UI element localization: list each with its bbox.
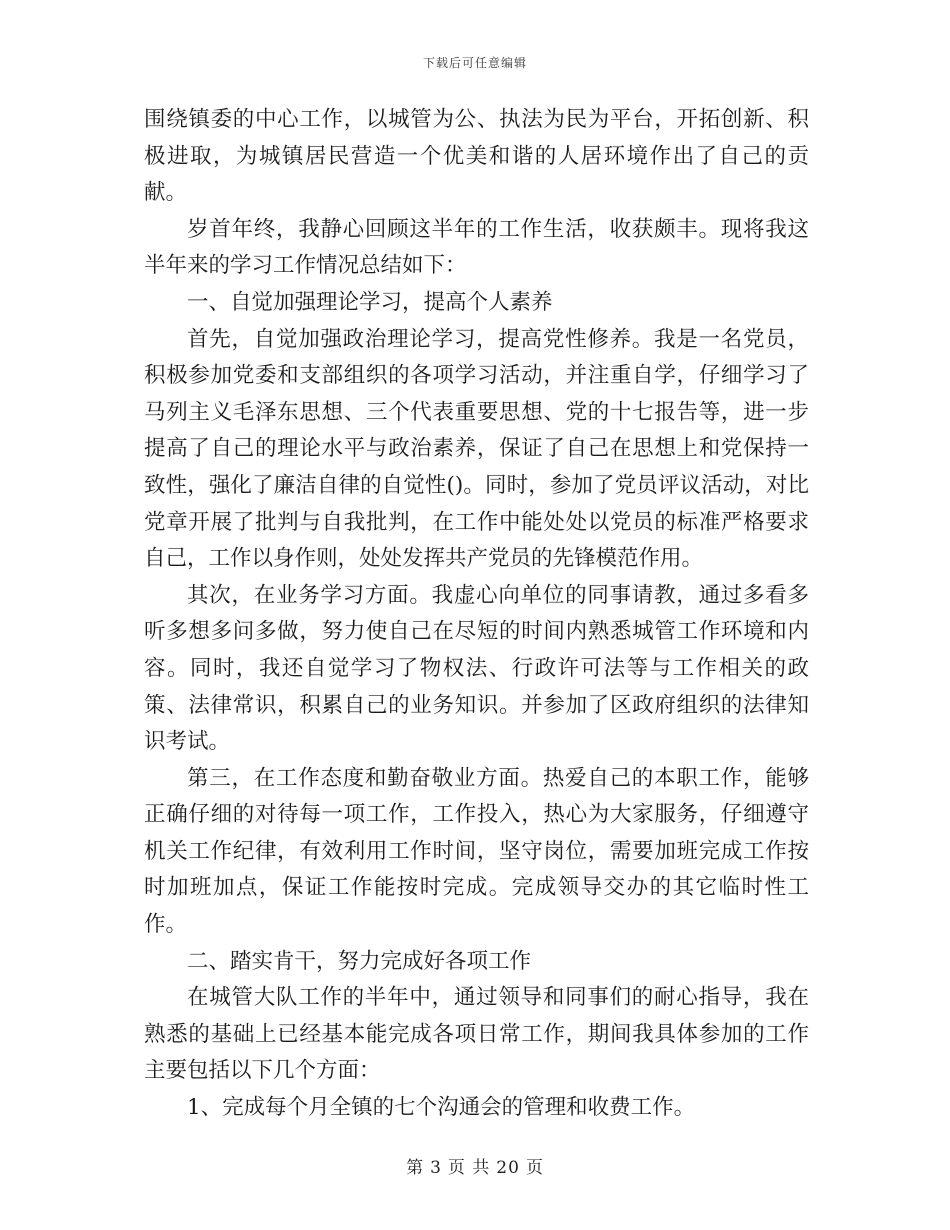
footer-page-number: 3: [430, 1158, 442, 1178]
list-item-1: 1、完成每个月全镇的七个沟通会的管理和收费工作。: [187, 1095, 696, 1121]
footer-middle: 页 共: [447, 1158, 491, 1178]
paragraph-6: 在城管大队工作的半年中，通过领导和同事们的耐心指导，我在熟悉的基础上已经基本能完成各项日常工作，期间我具体参加的工作主要包括以下几个方面：: [144, 985, 809, 1084]
document-body: [144, 102, 809, 1127]
paragraph-3: 首先，自觉加强政治理论学习，提高党性修养。我是一名党员，积极参加党委和支部组织的各项学习活动，并注重自学，仔细学习了马列主义毛泽东思想、三个代表重要思想、党的十七报告等，进一步提高了自己的理论水平与政治素养，保证了自己在思想上和党保持一致性，强化了廉洁自律的自觉性()。同时，参加了党员评议活动，对比党章开展了批判与自我批判，在工作中能处处以党员的标准严格要求自己，工作以身作则，处处发挥共产党员的先锋模范作用。: [144, 326, 809, 572]
paragraph-2: 岁首年终，我静心回顾这半年的工作生活，收获颇丰。现将我这半年来的学习工作情况总结如下：: [144, 216, 809, 279]
footer-suffix: 页: [525, 1158, 544, 1178]
page-footer: [0, 1153, 950, 1178]
footer-prefix: 第: [406, 1158, 425, 1178]
paragraph-4: 其次，在业务学习方面。我虚心向单位的同事请教，通过多看多听多想多问多做，努力使自己在尽短的时间内熟悉城管工作环境和内容。同时，我还自觉学习了物权法、行政许可法等与工作相关的政策、法律常识，积累自己的业务知识。并参加了区政府组织的法律知识考试。: [144, 582, 809, 755]
footer-total-pages: 20: [496, 1158, 520, 1178]
page-header: 下载后可任意编辑: [422, 56, 527, 70]
paragraph-1: 围绕镇委的中心工作，以城管为公、执法为民为平台，开拓创新、积极进取，为城镇居民营造一个优美和谐的人居环境作出了自己的贡献。: [144, 107, 809, 206]
section-heading-2: 二、踏实肯干，努力完成好各项工作: [187, 948, 532, 974]
section-heading-1: 一、自觉加强理论学习，提高个人素养: [187, 289, 553, 315]
paragraph-5: 第三，在工作态度和勤奋敬业方面。热爱自己的本职工作，能够正确仔细的对待每一项工作，工作投入，热心为大家服务，仔细遵守机关工作纪律，有效利用工作时间，坚守岗位，需要加班完成工作按时加班加点，保证工作能按时完成。完成领导交办的其它临时性工作。: [144, 765, 809, 938]
